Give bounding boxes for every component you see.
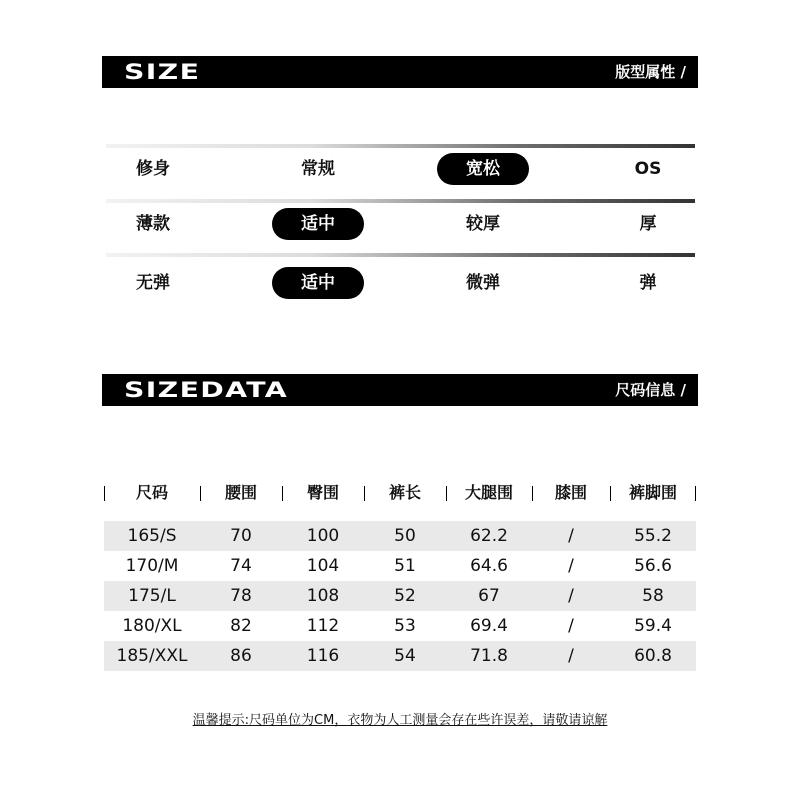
table-row	[104, 611, 696, 641]
table-cell: 165/S	[127, 526, 177, 546]
table-row	[104, 581, 696, 611]
table-cell: 112	[306, 616, 340, 636]
table-cell: 108	[306, 586, 340, 606]
size-header-bar	[102, 56, 698, 88]
table-cell: /	[568, 646, 574, 666]
table-cell: 58	[642, 586, 664, 606]
elasticity-option: 无弹	[136, 273, 170, 293]
scale-gradient-line	[106, 253, 695, 257]
table-cell: 52	[394, 586, 416, 606]
table-cell: 62.2	[470, 526, 508, 546]
size-subtitle: 版型属性 /	[615, 63, 686, 81]
sizedata-subtitle: 尺码信息 /	[615, 381, 686, 399]
table-cell: 100	[306, 526, 340, 546]
table-cell: 86	[230, 646, 252, 666]
table-cell: 74	[230, 556, 252, 576]
table-cell: 175/L	[128, 586, 176, 606]
table-cell: /	[568, 526, 574, 546]
column-header: 腰围	[224, 483, 257, 502]
measurement-note	[0, 709, 800, 728]
fit-option: 修身	[136, 159, 170, 179]
measurement-note-text: 温馨提示:尺码单位为CM，衣物为人工测量会存在些许误差，请敬请谅解	[192, 713, 608, 728]
scale-gradient-line	[106, 144, 695, 148]
sizedata-title: SIZEDATA	[124, 378, 289, 402]
table-cell: 51	[394, 556, 416, 576]
fit-option: OS	[634, 159, 662, 179]
table-cell: /	[568, 616, 574, 636]
table-cell: 116	[306, 646, 340, 666]
table-cell: 71.8	[470, 646, 508, 666]
size-title: SIZE	[124, 60, 201, 84]
column-separator	[695, 486, 696, 501]
table-cell: 104	[306, 556, 340, 576]
elasticity-option: 弹	[639, 273, 657, 293]
table-cell: /	[568, 556, 574, 576]
table-cell: 180/XL	[122, 616, 182, 636]
elasticity-option: 微弹	[466, 273, 500, 293]
column-header: 大腿围	[464, 483, 513, 502]
column-header: 臀围	[306, 483, 339, 502]
fit-option: 常规	[301, 159, 335, 179]
elasticity-option: 适中	[272, 267, 364, 299]
column-header: 尺码	[135, 483, 168, 502]
sizedata-header-bar	[102, 374, 698, 406]
table-row	[104, 641, 696, 671]
thickness-option: 薄款	[136, 214, 170, 234]
table-cell: 56.6	[634, 556, 672, 576]
table-cell: 50	[394, 526, 416, 546]
column-header: 裤长	[388, 483, 421, 502]
table-cell: /	[568, 586, 574, 606]
table-cell: 60.8	[634, 646, 672, 666]
column-header: 膝围	[554, 483, 587, 502]
table-row	[104, 521, 696, 551]
table-cell: 55.2	[634, 526, 672, 546]
thickness-option: 适中	[272, 208, 364, 240]
column-header: 裤脚围	[628, 483, 677, 502]
table-cell: 64.6	[470, 556, 508, 576]
thickness-option: 较厚	[466, 214, 500, 234]
table-cell: 59.4	[634, 616, 672, 636]
table-cell: 69.4	[470, 616, 508, 636]
thickness-option: 厚	[639, 214, 657, 234]
table-cell: 78	[230, 586, 252, 606]
scale-gradient-line	[106, 199, 695, 203]
size-table-header	[104, 478, 696, 508]
table-cell: 185/XXL	[116, 646, 188, 666]
fit-option: 宽松	[437, 153, 529, 185]
table-cell: 170/M	[125, 556, 179, 576]
table-cell: 70	[230, 526, 252, 546]
table-cell: 67	[478, 586, 500, 606]
table-cell: 54	[394, 646, 416, 666]
table-row	[104, 551, 696, 581]
table-cell: 53	[394, 616, 416, 636]
table-cell: 82	[230, 616, 252, 636]
